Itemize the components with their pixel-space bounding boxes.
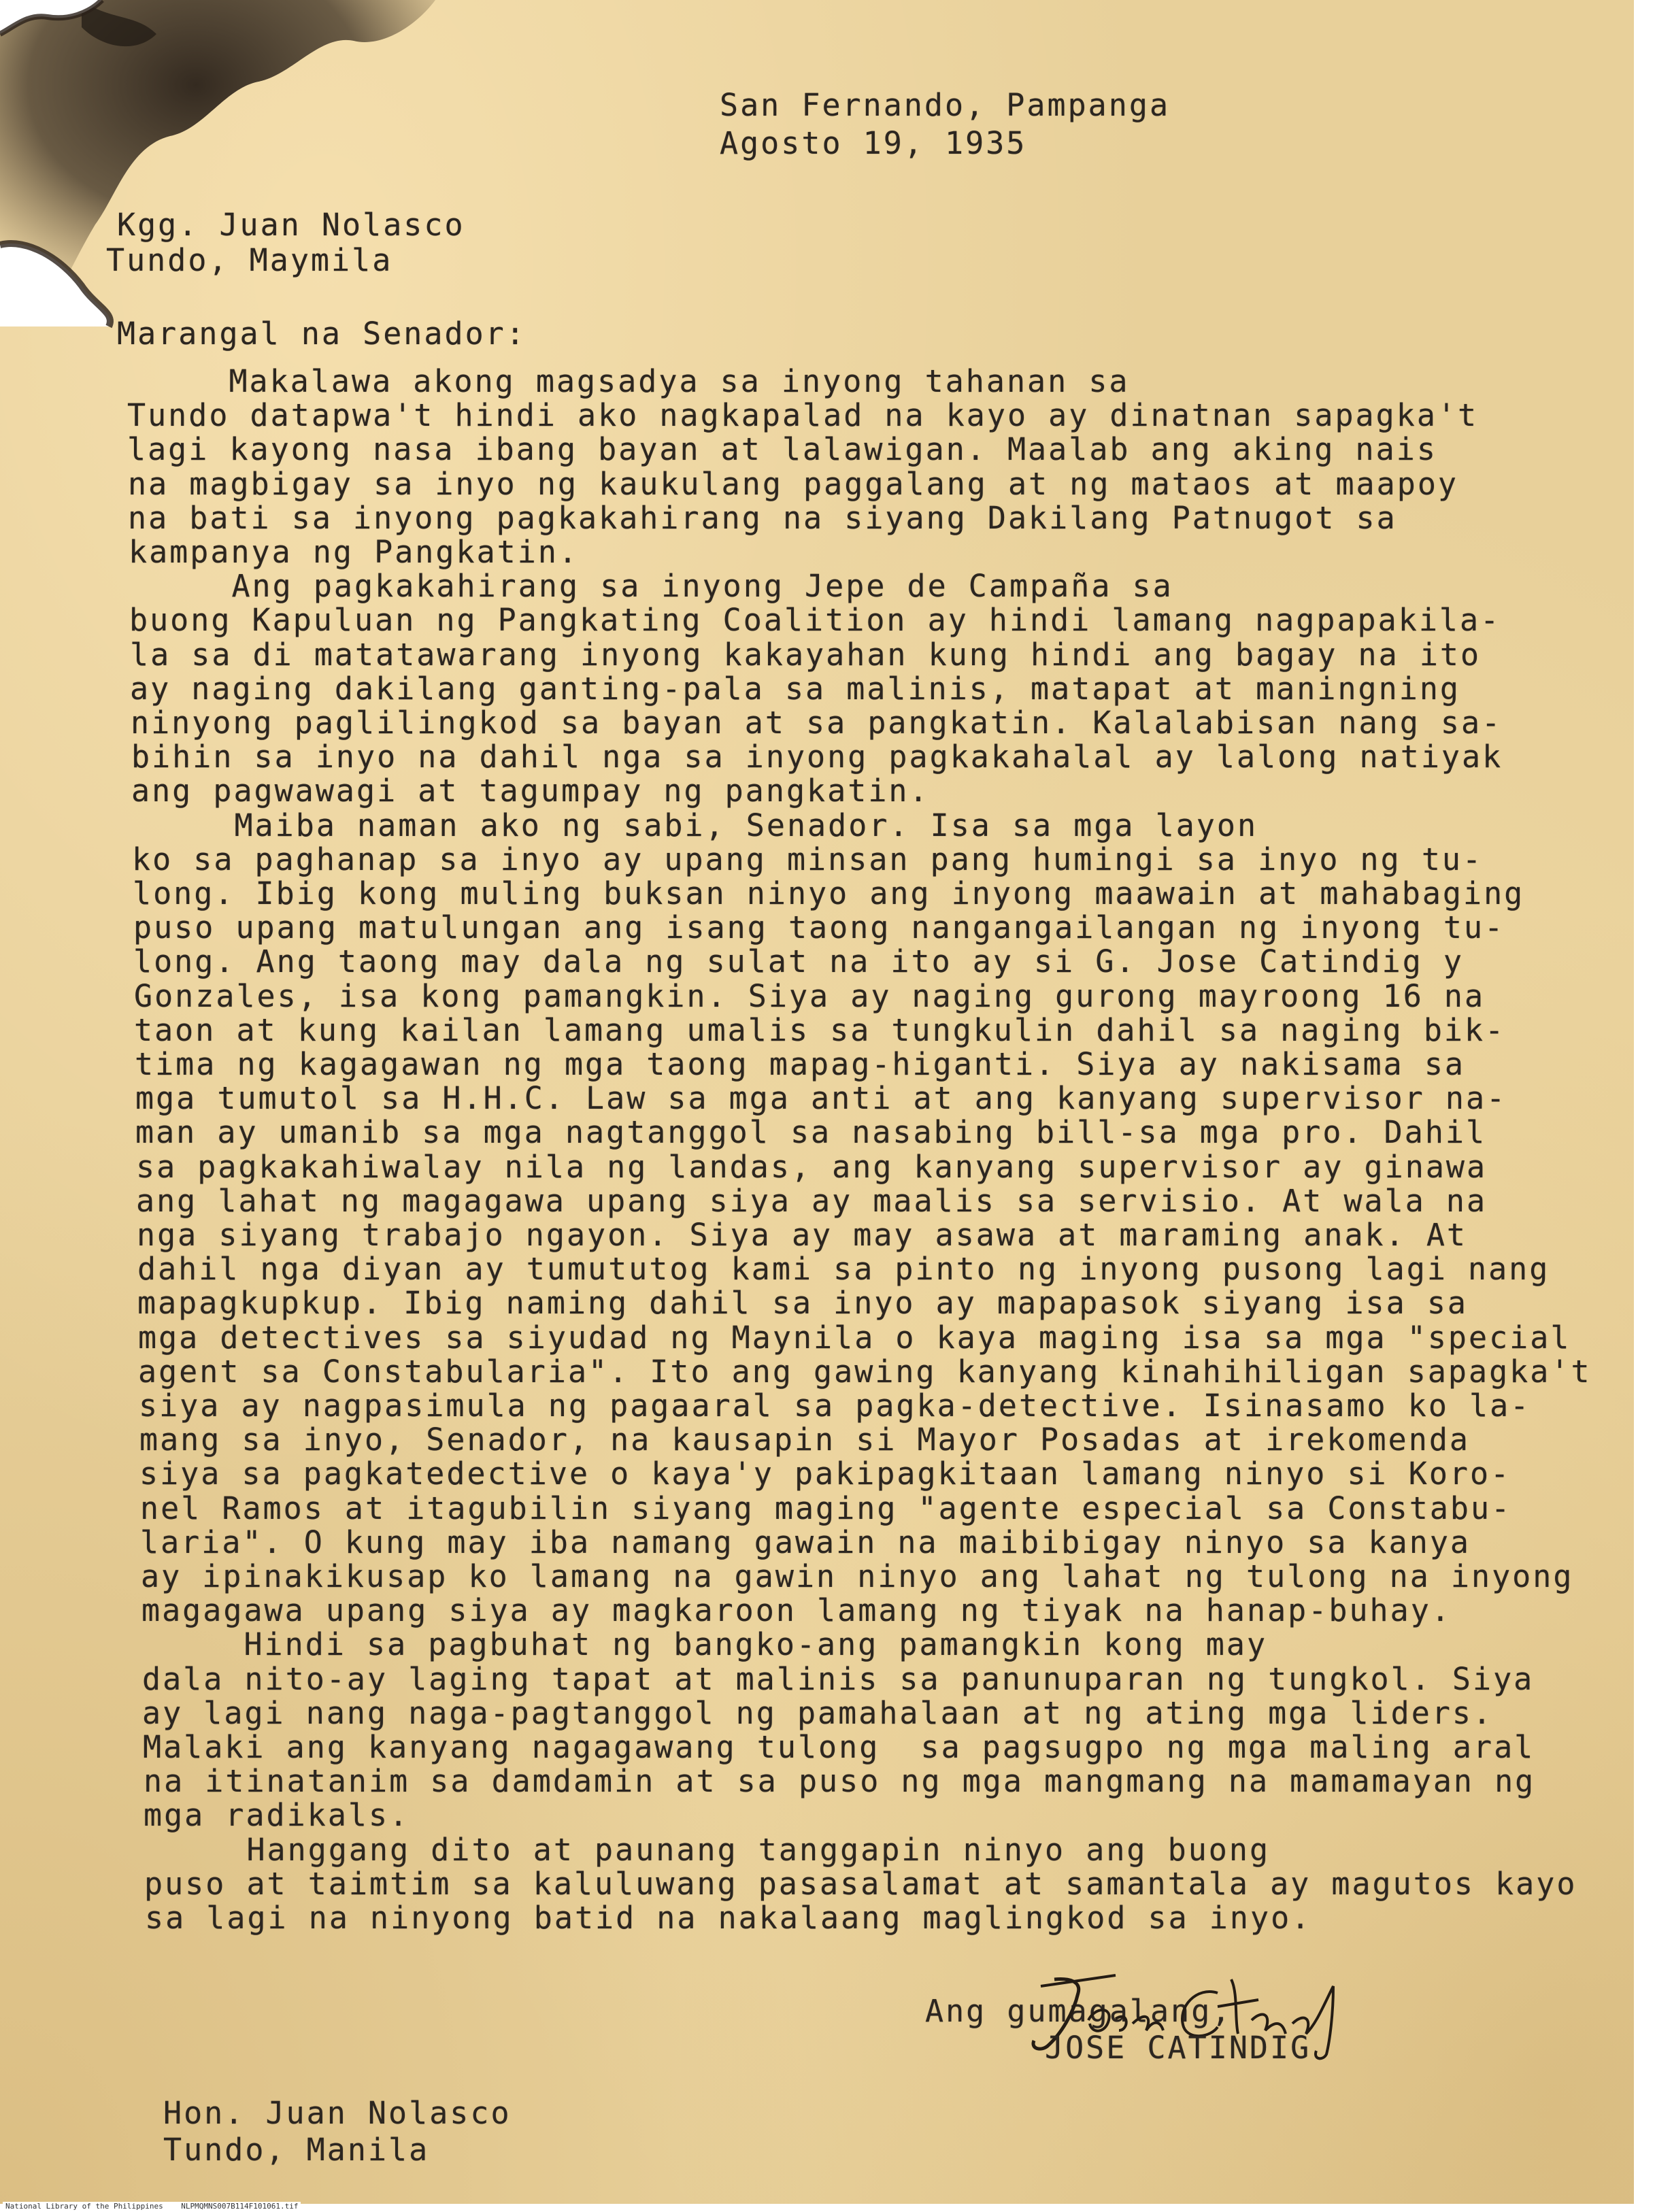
- body-line: magagawa upang siya ay magkaroon lamang ng tiyak na hanap-buhay.: [141, 1592, 1452, 1628]
- body-line: sa lagi na ninyong batid na nakalaang maglingkod sa inyo.: [145, 1900, 1312, 1936]
- body-line: mga radikals.: [144, 1797, 410, 1833]
- body-line: siya ay nagpasimula ng pagaaral sa pagka-detective. Isinasamo ko la-: [139, 1388, 1531, 1424]
- body-line: ay ipinakikusap ko lamang na gawin ninyo ang lahat ng tulong na inyong: [141, 1558, 1574, 1594]
- body-line: man ay umanib sa mga nagtanggol sa nasabing bill-sa mga pro. Dahil: [135, 1114, 1487, 1150]
- body-line: dala nito-ay laging tapat at malinis sa panunuparan ng tungkol. Siya: [142, 1661, 1535, 1697]
- body-line: mang sa inyo, Senador, na kausapin si Mayor Posadas at irekomenda: [139, 1422, 1470, 1458]
- body-line: agent sa Constabularia". Ito ang gawing kanyang kinahihiligan sapagka't: [138, 1354, 1592, 1390]
- body-line: tima ng kagagawan ng mga taong mapag-higanti. Siya ay nakisama sa: [135, 1046, 1465, 1082]
- body-line: na itinatanim sa damdamin at sa puso ng mga mangmang na mamamayan ng: [144, 1763, 1536, 1799]
- burn-damage: [0, 0, 435, 354]
- body-line: long. Ibig kong muling buksan ninyo ang inyong maawain at mahabaging: [133, 875, 1525, 911]
- body-line: Hindi sa pagbuhat ng bangko-ang pamangkin kong may: [141, 1626, 1268, 1662]
- body-line: laria". O kung may iba namang gawain na maibibigay ninyo sa kanya: [140, 1524, 1471, 1560]
- salutation: Marangal na Senador:: [117, 316, 526, 352]
- body-line: bihin sa inyo na dahil nga sa inyong pagkakahalal ay lalong natiyak: [131, 739, 1503, 775]
- body-line: buong Kapuluan ng Pangkating Coalition ay hindi lamang nagpapakila-: [129, 602, 1501, 638]
- body-line: mapagkupkup. Ibig naming dahil sa inyo ay mapapasok siyang isa sa: [137, 1285, 1468, 1321]
- addressee-name: Kgg. Juan Nolasco: [117, 207, 465, 243]
- body-line: nga siyang trabajo ngayon. Siya ay may asawa at maraming anak. At: [137, 1217, 1467, 1253]
- body-line: mga tumutol sa H.H.C. Law sa mga anti at ang kanyang supervisor na-: [135, 1080, 1507, 1116]
- body-line: dahil nga diyan ay tumututog kami sa pinto ng inyong pusong lagi nang: [137, 1251, 1550, 1287]
- body-line: na bati sa inyong pagkakahirang na siyang Dakilang Patnugot sa: [128, 500, 1397, 536]
- body-line: taon at kung kailan lamang umalis sa tungkulin dahil sa naging bik-: [134, 1012, 1506, 1048]
- body-line: Tundo datapwa't hindi ako nagkapalad na kayo ay dinatnan sapagka't: [127, 397, 1479, 433]
- body-line: ang lahat ng magagawa upang siya ay maalis sa servisio. At wala na: [136, 1183, 1488, 1219]
- footer-city: Tundo, Manila: [163, 2132, 430, 2168]
- letter-date: Agosto 19, 1935: [720, 125, 1027, 161]
- body-line: ay lagi nang naga-pagtanggol ng pamahalaan at ng ating mga liders.: [142, 1695, 1494, 1731]
- letter-place: San Fernando, Pampanga: [720, 87, 1171, 123]
- body-line: puso upang matulungan ang isang taong nangangailangan ng inyong tu-: [133, 909, 1505, 945]
- body-line: Maiba naman ako ng sabi, Senador. Isa sa mga layon: [132, 807, 1258, 843]
- body-line: siya sa pagkatedective o kaya'y pakipagkitaan lamang ninyo si Koro-: [139, 1456, 1511, 1492]
- closing: Ang gumagalang,: [925, 1993, 1233, 2029]
- body-line: ay naging dakilang ganting-pala sa malinis, matapat at maningning: [130, 671, 1460, 707]
- body-line: Hanggang dito at paunang tanggapin ninyo ang buong: [144, 1832, 1271, 1868]
- footer-name: Hon. Juan Nolasco: [163, 2095, 512, 2131]
- body-line: Gonzales, isa kong pamangkin. Siya ay naging gurong mayroong 16 na: [134, 978, 1486, 1014]
- body-line: kampanya ng Pangkatin.: [129, 534, 580, 570]
- body-line: lagi kayong nasa ibang bayan at lalawigan. Maalab ang aking nais: [127, 431, 1437, 467]
- addressee-city: Tundo, Maymila: [106, 242, 393, 278]
- body-line: mga detectives sa siyudad ng Maynila o kaya maging isa sa mga "special: [138, 1320, 1571, 1356]
- body-line: nel Ramos at itagubilin siyang maging "agente especial sa Constabu-: [140, 1490, 1512, 1526]
- body-line: long. Ang taong may dala ng sulat na ito ay si G. Jose Catindig y: [133, 943, 1464, 979]
- archive-stamp: National Library of the Philippines NLPMQMNS007B114F101061.tif: [3, 2202, 301, 2211]
- body-line: ko sa paghanap sa inyo ay upang minsan pang humingi sa inyo ng tu-: [132, 841, 1484, 877]
- body-line: Makalawa akong magsadya sa inyong tahanan sa: [127, 363, 1130, 399]
- body-line: na magbigay sa inyo ng kaukulang paggalang at ng mataos at maapoy: [128, 466, 1458, 502]
- body-line: sa pagkakahiwalay nila ng landas, ang kanyang supervisor ay ginawa: [136, 1149, 1488, 1185]
- body-line: ninyong paglilingkod sa bayan at sa pangkatin. Kalalabisan nang sa-: [131, 705, 1503, 741]
- signer-name: JOSE CATINDIG: [1045, 2030, 1311, 2066]
- body-line: Malaki ang kanyang nagagawang tulong sa pagsugpo ng mga maling aral: [143, 1729, 1535, 1765]
- body-line: Ang pagkakahirang sa inyong Jepe de Campaña sa: [129, 568, 1173, 604]
- body-line: ang pagwawagi at tagumpay ng pangkatin.: [131, 773, 930, 809]
- body-line: la sa di matatawarang inyong kakayahan kung hindi ang bagay na ito: [130, 637, 1482, 673]
- body-line: puso at taimtim sa kaluluwang pasasalamat at samantala ay magutos kayo: [144, 1866, 1577, 1902]
- page-margin: [1634, 0, 1655, 2212]
